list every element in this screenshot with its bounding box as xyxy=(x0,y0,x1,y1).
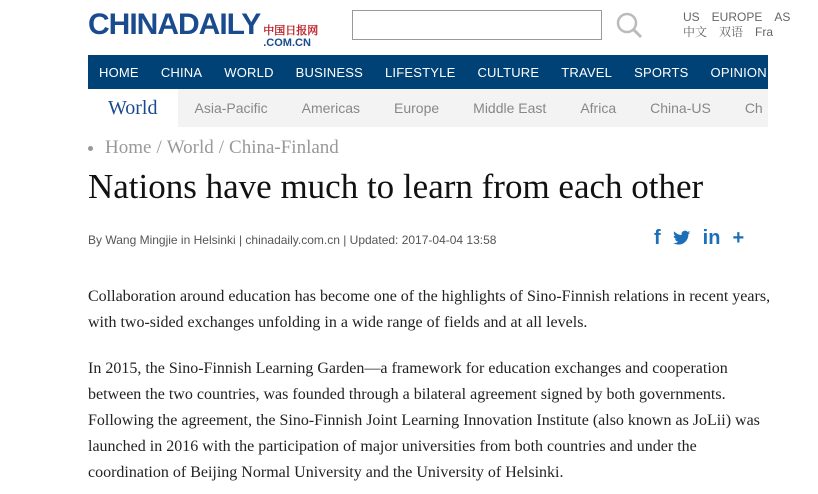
breadcrumb-separator: / xyxy=(156,137,162,158)
edition-row-language xyxy=(683,25,790,40)
nav-item-lifestyle[interactable]: LIFESTYLE xyxy=(385,64,456,80)
breadcrumb-world[interactable]: World xyxy=(166,137,214,158)
subnav-item-americas[interactable]: Americas xyxy=(301,100,360,116)
edition-us[interactable]: US xyxy=(683,10,700,24)
edition-europe[interactable]: EUROPE xyxy=(711,10,763,24)
logo-sub xyxy=(263,25,318,49)
breadcrumb-bullet-icon xyxy=(88,146,93,151)
edition-french[interactable]: Fra xyxy=(755,25,774,39)
subnav-item-more[interactable]: Ch xyxy=(744,100,763,116)
share-buttons xyxy=(654,226,744,250)
edition-chinese[interactable]: 中文 xyxy=(683,25,708,39)
breadcrumb-home[interactable]: Home xyxy=(105,137,152,158)
site-logo[interactable] xyxy=(88,8,319,49)
nav-item-culture[interactable]: CULTURE xyxy=(477,64,540,80)
nav-item-regional[interactable]: RE xyxy=(788,64,808,80)
breadcrumb xyxy=(88,137,339,159)
subnav-item-europe[interactable]: Europe xyxy=(394,100,440,116)
logo-wordmark: CHINADAILY xyxy=(88,8,261,41)
breadcrumb-china-finland[interactable]: China-Finland xyxy=(229,137,339,158)
nav-item-travel[interactable]: TRAVEL xyxy=(561,64,613,80)
logo-domain: .COM.CN xyxy=(263,37,311,49)
share-more-icon[interactable]: + xyxy=(732,227,745,249)
edition-asia[interactable]: AS xyxy=(774,10,791,24)
breadcrumb-separator: / xyxy=(218,137,225,158)
subnav-item-china-us[interactable]: China-US xyxy=(650,100,711,116)
nav-item-business[interactable]: BUSINESS xyxy=(295,64,363,80)
subnav-item-middle-east[interactable]: Middle East xyxy=(473,100,547,116)
section-subnav xyxy=(88,89,768,127)
main-nav xyxy=(88,55,808,89)
nav-item-opinion[interactable]: OPINION xyxy=(710,64,767,80)
nav-item-home[interactable]: HOME xyxy=(99,64,139,80)
edition-row-english xyxy=(683,10,790,25)
subnav-item-africa[interactable]: Africa xyxy=(580,100,617,116)
section-title[interactable]: World xyxy=(88,89,178,127)
facebook-icon[interactable]: f xyxy=(654,227,661,249)
edition-bilingual[interactable]: 双语 xyxy=(719,25,744,39)
article-paragraph: In 2015, the Sino-Finnish Learning Garden—a framework for education exchanges and cooperation between the two countries, was founded through a bilateral agreement signed by both governments. Following the agreement, the Sino-Finnish Joint Learning Innovation Institute (also known as JoLii) was launched in 2016 with the participation of major universities from both countries and under the coordination of Beijing Normal University and the University of Helsinki. xyxy=(88,360,760,481)
nav-item-sports[interactable]: SPORTS xyxy=(634,64,689,80)
article-title: Nations have much to learn from each other xyxy=(88,167,704,206)
edition-links xyxy=(683,10,790,40)
nav-item-china[interactable]: CHINA xyxy=(160,64,203,80)
search-icon[interactable] xyxy=(614,10,644,40)
subnav-item-asia-pacific[interactable]: Asia-Pacific xyxy=(194,100,268,116)
nav-item-world[interactable]: WORLD xyxy=(224,64,274,80)
twitter-icon[interactable] xyxy=(673,230,691,246)
logo-chinese: 中国日报网 xyxy=(263,25,319,37)
article-byline: By Wang Mingjie in Helsinki | chinadaily.com.cn | Updated: 2017-04-04 13:58 xyxy=(88,233,497,247)
linkedin-icon[interactable]: in xyxy=(702,227,721,249)
search-input[interactable] xyxy=(352,10,602,40)
article-paragraph: Collaboration around education has become one of the highlights of Sino-Finnish relations in recent years, with two-sided exchanges unfolding in a wide range of fields and at all levels. xyxy=(88,288,771,331)
